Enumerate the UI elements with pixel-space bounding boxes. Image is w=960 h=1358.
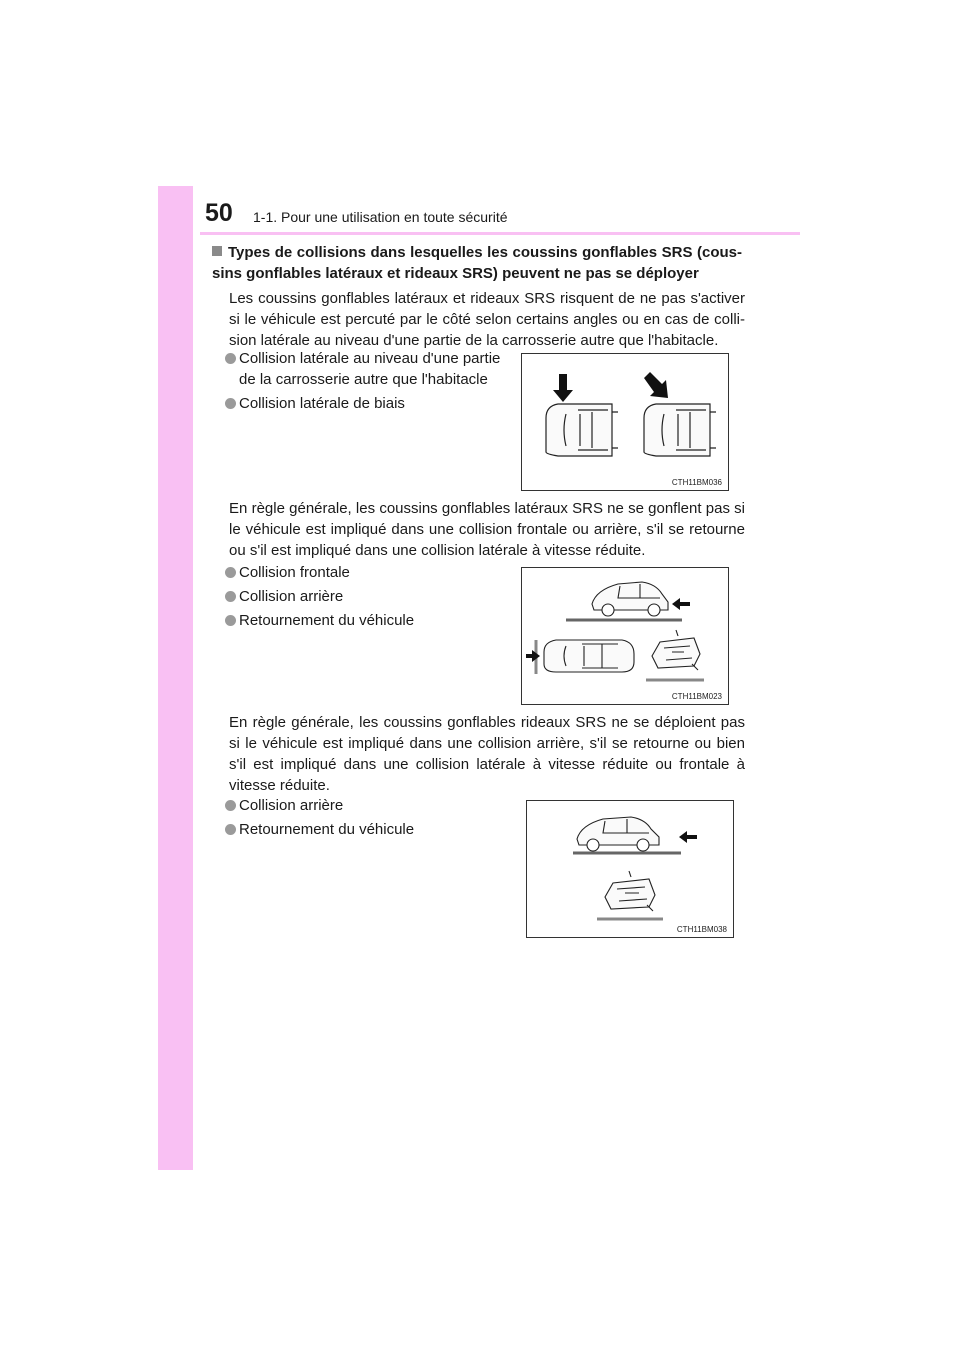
bullet-dot-icon (225, 615, 236, 626)
figure-code: CTH11BM036 (671, 478, 722, 487)
paragraph-curtain-airbags: En règle générale, les coussins gonflables rideaux SRS ne se déploient pas si le véhicule est impliqué dans une collision arrière, s'il se retourne ou bien s'il est impliqué dans une collision latérale à vitesse réduite ou frontale à vitesse réduite. (229, 714, 745, 794)
bullet-list-1 (225, 348, 510, 417)
figure-code: CTH11BM038 (676, 925, 727, 934)
figure-code: CTH11BM023 (671, 692, 722, 701)
side-collision-illustration (522, 354, 728, 490)
figure-front-rear-rollover (521, 567, 729, 705)
square-bullet-icon (212, 246, 222, 256)
list-item: Collision latérale de biais (225, 393, 510, 414)
rear-rollover-illustration (527, 801, 733, 937)
heading-text: Types de collisions dans lesquelles les coussins gonflables SRS (cous- sins gonflables latéraux et rideaux SRS) peuvent ne pas se déployer (212, 244, 742, 282)
list-item: Collision arrière (225, 586, 510, 607)
bullet-dot-icon (225, 591, 236, 602)
section-title: 1-1. Pour une utilisation en toute sécurité (253, 209, 508, 225)
subsection-heading (212, 242, 742, 284)
bullet-list-2 (225, 562, 510, 634)
front-rear-rollover-illustration (522, 568, 728, 704)
bullet-dot-icon (225, 567, 236, 578)
list-item: Collision arrière (225, 795, 510, 816)
paragraph-side-airbags: En règle générale, les coussins gonflables latéraux SRS ne se gonflent pas si le véhicule est impliqué dans une collision frontale ou arrière, s'il se retourne ou s'il est impliqué dans une collision latérale à vitesse réduite. (229, 500, 745, 559)
bullet-dot-icon (225, 824, 236, 835)
list-item: Collision frontale (225, 562, 510, 583)
bullet-dot-icon (225, 800, 236, 811)
page-number: 50 (205, 199, 233, 227)
bullet-dot-icon (225, 398, 236, 409)
bullet-list-3 (225, 795, 510, 843)
list-item: Retournement du véhicule (225, 819, 510, 840)
header-rule (200, 232, 800, 235)
list-item: Retournement du véhicule (225, 610, 510, 631)
chapter-tab-bar (158, 186, 193, 1170)
list-item: Collision latérale au niveau d'une partie de la carrosserie autre que l'habitacle (225, 348, 510, 390)
intro-paragraph: Les coussins gonflables latéraux et rideaux SRS risquent de ne pas s'activer si le véhicule est percuté par le côté selon certains angles ou en cas de colli- sion latérale au niveau d'une partie de la carrosserie autre que l'habitacle. (229, 290, 745, 349)
figure-rear-rollover (526, 800, 734, 938)
bullet-dot-icon (225, 353, 236, 364)
figure-side-collision (521, 353, 729, 491)
